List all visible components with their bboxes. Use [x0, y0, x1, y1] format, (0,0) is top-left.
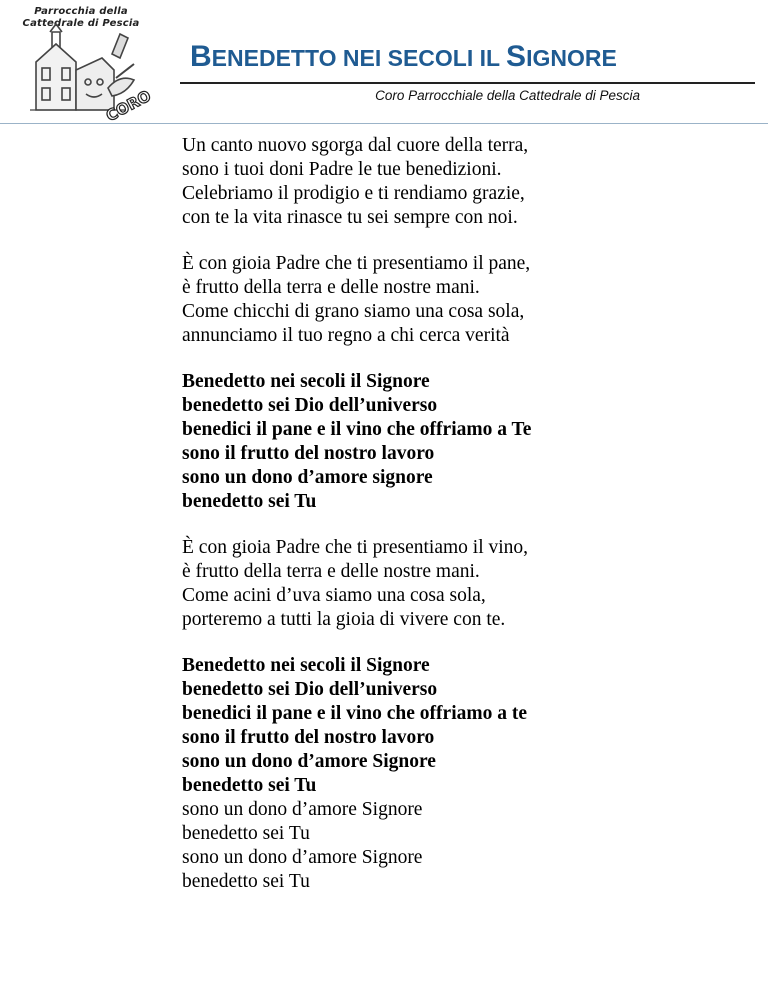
lyric-line: sono il frutto del nostro lavoro	[182, 443, 435, 464]
title-part: B	[190, 40, 212, 73]
lyric-line: benedetto sei Tu	[182, 491, 317, 512]
lyric-line: è frutto della terra e delle nostre mani.	[182, 561, 480, 582]
lyric-line: sono i tuoi doni Padre le tue benedizioni.	[182, 159, 502, 180]
lyric-line: sono un dono d’amore Signore	[182, 847, 423, 868]
lyric-line: benedetto sei Tu	[182, 871, 310, 892]
lyric-line: sono un dono d’amore signore	[182, 467, 433, 488]
header-divider	[180, 82, 755, 84]
lyric-line: benedici il pane e il vino che offriamo a te	[182, 703, 528, 724]
title-part: S	[506, 40, 527, 73]
verse-stanza	[182, 134, 742, 230]
lyric-line: porteremo a tutti la gioia di vivere con te.	[182, 609, 506, 630]
chorus-stanza	[182, 370, 742, 514]
lyric-line: è frutto della terra e delle nostre mani.	[182, 277, 480, 298]
chorus-stanza	[182, 654, 742, 894]
lyric-line: Come acini d’uva siamo una cosa sola,	[182, 585, 486, 606]
lyric-line: Celebriamo il prodigio e ti rendiamo grazie,	[182, 183, 525, 204]
page-subtitle: Coro Parrocchiale della Cattedrale di Pescia	[375, 88, 640, 103]
lyric-line: benedici il pane e il vino che offriamo a Te	[182, 419, 532, 440]
lyric-line: Benedetto nei secoli il Signore	[182, 371, 430, 392]
lyric-line: Un canto nuovo sgorga dal cuore della terra,	[182, 135, 529, 156]
lyric-line: È con gioia Padre che ti presentiamo il pane,	[182, 253, 531, 274]
page-title	[190, 42, 617, 72]
title-part: ENEDETTO NEI SECOLI IL	[211, 45, 507, 71]
lyric-line: È con gioia Padre che ti presentiamo il vino,	[182, 537, 529, 558]
logo-parish-text: Parrocchia della	[34, 6, 128, 17]
page-divider	[0, 123, 768, 124]
lyric-line: sono un dono d’amore Signore	[182, 799, 423, 820]
lyric-line: benedetto sei Dio dell’universo	[182, 679, 438, 700]
lyric-line: sono il frutto del nostro lavoro	[182, 727, 435, 748]
verse-stanza	[182, 252, 742, 348]
lyric-line: Benedetto nei secoli il Signore	[182, 655, 430, 676]
lyric-line: con te la vita rinasce tu sei sempre con noi.	[182, 207, 518, 228]
lyric-line: benedetto sei Tu	[182, 775, 317, 796]
choir-logo	[16, 4, 154, 126]
lyric-line: Come chicchi di grano siamo una cosa sola,	[182, 301, 525, 322]
lyrics-body	[182, 134, 742, 916]
lyric-line: sono un dono d’amore Signore	[182, 751, 436, 772]
verse-stanza	[182, 536, 742, 632]
logo-cathedral-text: Cattedrale di Pescia	[22, 18, 140, 29]
lyric-line: benedetto sei Tu	[182, 823, 310, 844]
title-part: IGNORE	[526, 45, 617, 71]
logo-coro-text: CORO	[103, 86, 154, 126]
coro-stamp-icon	[16, 4, 154, 126]
lyric-line: annunciamo il tuo regno a chi cerca verità	[182, 325, 510, 346]
lyric-line: benedetto sei Dio dell’universo	[182, 395, 438, 416]
